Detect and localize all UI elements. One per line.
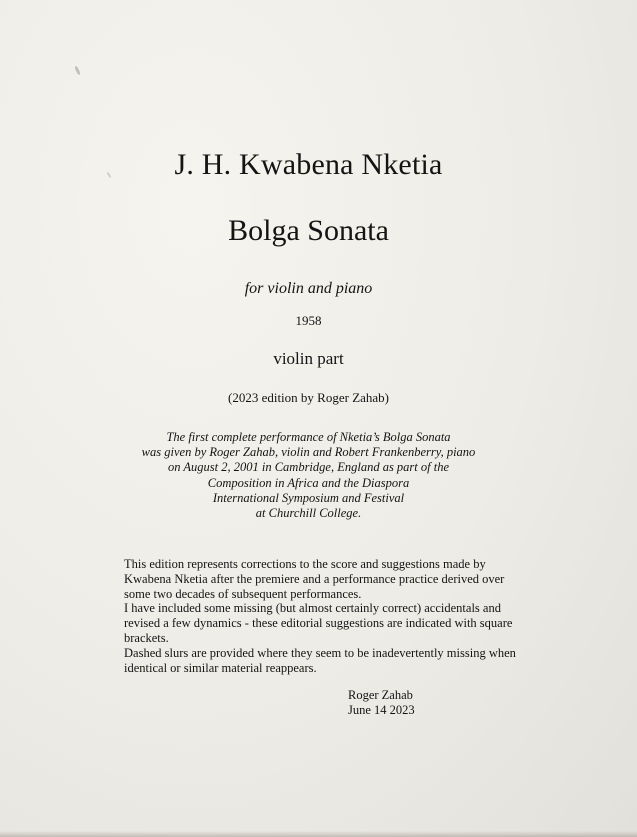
premiere-line: on August 2, 2001 in Cambridge, England as part of the: [167, 460, 450, 475]
signature-block: [348, 688, 415, 718]
notes-line: Kwabena Nketia after the premiere and a performance practice derived over: [124, 571, 505, 586]
notes-line: revised a few dynamics - these editorial suggestions are indicated with square: [124, 616, 513, 631]
part-label: violin part: [273, 349, 344, 368]
notes-line: Dashed slurs are provided where they seem to be inadevertently missing when: [124, 645, 516, 660]
composer-name: J. H. Kwabena Nketia: [174, 148, 443, 181]
signature-date: June 14 2023: [348, 703, 415, 717]
composition-year: 1958: [295, 313, 322, 328]
page-edge-shadow: [0, 831, 637, 837]
notes-line: brackets.: [124, 630, 169, 645]
premiere-line: International Symposium and Festival: [212, 490, 405, 505]
notes-line: identical or similar material reappears.: [124, 660, 317, 675]
paper-speck: [74, 66, 81, 75]
edition-note: (2023 edition by Roger Zahab): [227, 390, 389, 405]
work-title: Bolga Sonata: [228, 214, 389, 247]
signature-name: Roger Zahab: [348, 688, 413, 702]
premiere-note: [0, 430, 617, 521]
editorial-notes: [124, 557, 544, 675]
premiere-line: was given by Roger Zahab, violin and Robert Frankenberry, piano: [141, 445, 476, 460]
premiere-line: The first complete performance of Nketia’s Bolga Sonata: [166, 430, 451, 444]
notes-line: I have included some missing (but almost certainly correct) accidentals and: [124, 601, 501, 616]
notes-line: some two decades of subsequent performances.: [124, 586, 362, 601]
notes-line: This edition represents corrections to the score and suggestions made by: [124, 557, 486, 571]
premiere-line: at Churchill College.: [255, 506, 362, 521]
instrumentation: for violin and piano: [244, 280, 373, 297]
premiere-line: Composition in Africa and the Diaspora: [207, 475, 410, 490]
